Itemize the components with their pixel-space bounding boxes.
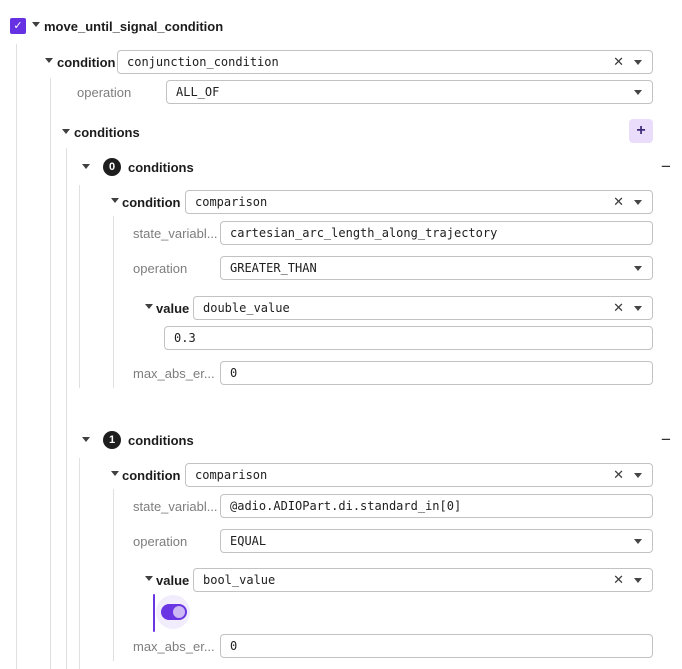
item-0-max-abs-error-input[interactable]	[221, 366, 652, 380]
item-0-label: conditions	[128, 160, 194, 175]
item-1-state-variable-input[interactable]	[221, 499, 652, 513]
item-1-expander-caret-icon[interactable]	[82, 437, 90, 446]
item-0-state-variable-label: state_variabl...	[133, 226, 218, 241]
operation-input[interactable]	[167, 85, 630, 99]
dropdown-caret-icon[interactable]	[634, 60, 642, 69]
item-1-max-abs-error-field	[220, 634, 653, 658]
indent-guide	[113, 489, 114, 661]
item-0-value-type-field	[193, 296, 653, 320]
item-1-value-label: value	[156, 573, 190, 588]
item-0-condition-type-input[interactable]	[186, 195, 607, 209]
condition-label: condition	[57, 55, 116, 70]
item-1-operation-label: operation	[133, 534, 188, 549]
item-1-max-abs-error-input[interactable]	[221, 639, 652, 653]
item-1-operation-input[interactable]	[221, 534, 630, 548]
clear-icon[interactable]: ✕	[613, 300, 624, 315]
item-0-value-type-input[interactable]	[194, 301, 607, 315]
item-1-label: conditions	[128, 433, 194, 448]
item-0-operation-input[interactable]	[221, 261, 630, 275]
root-checkbox[interactable]: ✓	[10, 18, 26, 34]
item-0-operation-label: operation	[133, 261, 188, 276]
item-0-double-value-field	[164, 326, 653, 350]
toggle-knob	[173, 606, 185, 618]
item-0-max-abs-error-label: max_abs_er...	[133, 366, 215, 381]
clear-icon[interactable]: ✕	[613, 194, 624, 209]
dropdown-caret-icon[interactable]	[634, 539, 642, 548]
condition-type-input[interactable]	[118, 55, 607, 69]
indent-guide	[79, 458, 80, 669]
dropdown-caret-icon[interactable]	[634, 266, 642, 275]
clear-icon[interactable]: ✕	[613, 467, 624, 482]
condition-type-field	[117, 50, 653, 74]
item-1-value-type-input[interactable]	[194, 573, 607, 587]
indent-guide	[113, 216, 114, 388]
item-0-value-label: value	[156, 301, 190, 316]
item-1-value-type-field	[193, 568, 653, 592]
clear-icon[interactable]: ✕	[613, 54, 624, 69]
indent-guide	[50, 78, 51, 669]
add-condition-button[interactable]: +	[629, 119, 653, 143]
operation-field	[166, 80, 653, 104]
item-1-state-variable-label: state_variabl...	[133, 499, 218, 514]
item-0-index-badge: 0	[103, 158, 121, 176]
item-0-value-expander-caret-icon[interactable]	[145, 304, 153, 313]
dropdown-caret-icon[interactable]	[634, 306, 642, 315]
indent-guide	[66, 148, 67, 669]
item-1-state-variable-field	[220, 494, 653, 518]
item-1-operation-field	[220, 529, 653, 553]
item-0-state-variable-field	[220, 221, 653, 245]
item-0-expander-caret-icon[interactable]	[82, 164, 90, 173]
indent-guide	[79, 185, 80, 388]
dropdown-caret-icon[interactable]	[634, 578, 642, 587]
bool-value-toggle[interactable]	[161, 604, 187, 620]
item-0-operation-field	[220, 256, 653, 280]
item-0-state-variable-input[interactable]	[221, 226, 652, 240]
value-indent-guide-active	[153, 594, 155, 632]
clear-icon[interactable]: ✕	[613, 572, 624, 587]
item-1-condition-label: condition	[122, 468, 181, 483]
item-1-value-expander-caret-icon[interactable]	[145, 576, 153, 585]
item-1-max-abs-error-label: max_abs_er...	[133, 639, 215, 654]
dropdown-caret-icon[interactable]	[634, 90, 642, 99]
item-1-condition-expander-caret-icon[interactable]	[111, 471, 119, 480]
dropdown-caret-icon[interactable]	[634, 200, 642, 209]
item-1-condition-type-field	[185, 463, 653, 487]
conditions-label: conditions	[74, 125, 140, 140]
dropdown-caret-icon[interactable]	[634, 473, 642, 482]
item-0-double-value-input[interactable]	[165, 331, 652, 345]
item-0-condition-type-field	[185, 190, 653, 214]
item-1-index-badge: 1	[103, 431, 121, 449]
root-expander-caret-icon[interactable]	[32, 22, 40, 31]
item-0-condition-expander-caret-icon[interactable]	[111, 198, 119, 207]
operation-label: operation	[77, 85, 132, 100]
indent-guide	[16, 44, 17, 669]
remove-item-1-button[interactable]: −	[661, 430, 671, 449]
item-0-condition-label: condition	[122, 195, 181, 210]
conditions-expander-caret-icon[interactable]	[62, 129, 70, 138]
root-node-title: move_until_signal_condition	[44, 19, 224, 34]
item-1-condition-type-input[interactable]	[186, 468, 607, 482]
item-0-max-abs-error-field	[220, 361, 653, 385]
condition-expander-caret-icon[interactable]	[45, 58, 53, 67]
remove-item-0-button[interactable]: −	[661, 157, 671, 176]
